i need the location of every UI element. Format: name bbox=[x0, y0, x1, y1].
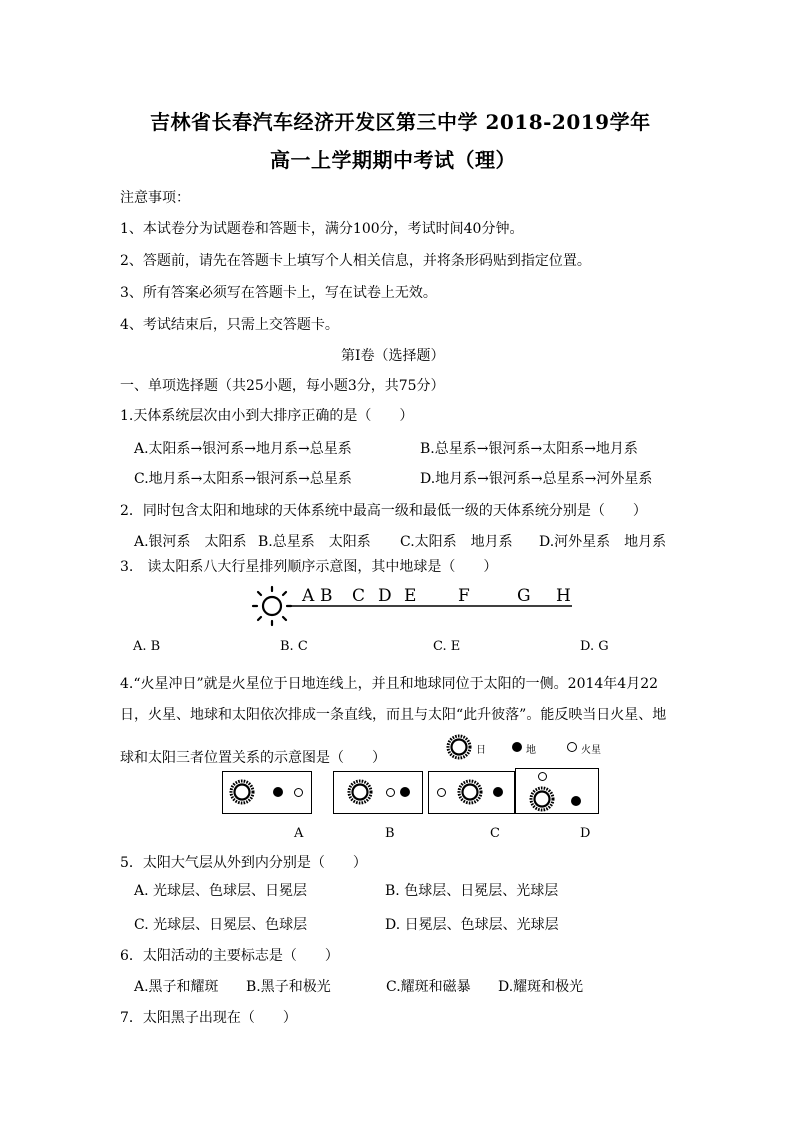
mars-icon bbox=[538, 772, 547, 781]
sun-icon bbox=[346, 778, 374, 806]
earth-icon bbox=[571, 796, 581, 806]
option-c: C.耀斑和磁暴 bbox=[386, 979, 471, 995]
diagram-label: C bbox=[490, 826, 500, 841]
earth-icon bbox=[400, 787, 410, 797]
option-c: C.太阳系 地月系 bbox=[400, 534, 513, 550]
option-b: B. 色球层、日冕层、光球层 bbox=[385, 883, 559, 899]
earth-icon bbox=[493, 787, 503, 797]
question-stem: 5．太阳大气层从外到内分别是（ ） bbox=[120, 855, 367, 871]
option-d: D.地月系→银河系→总星系→河外星系 bbox=[420, 471, 653, 487]
page-title-line1: 吉林省长春汽车经济开发区第三中学 2018-2019学年 bbox=[150, 110, 651, 134]
question-line: 球和太阳三者位置关系的示意图是（ ） bbox=[120, 750, 386, 766]
notice-heading: 注意事项： bbox=[120, 190, 190, 206]
planet-label: E bbox=[404, 586, 417, 606]
section-title: 第Ⅰ卷（选择题） bbox=[341, 348, 445, 364]
diagram-label: D bbox=[580, 826, 591, 841]
planet-label: A bbox=[302, 586, 315, 606]
notice-item: 2、答题前，请先在答题卡上填写个人相关信息，并将条形码贴到指定位置。 bbox=[120, 253, 591, 269]
earth-icon bbox=[273, 787, 283, 797]
notice-item: 4、考试结束后，只需上交答题卡。 bbox=[120, 317, 339, 333]
planet-label: B bbox=[320, 586, 333, 606]
planet-label: F bbox=[458, 586, 470, 606]
option-c-diagram bbox=[428, 771, 515, 814]
diagram-label: A bbox=[294, 826, 304, 841]
legend-earth-label: 地 bbox=[526, 745, 536, 756]
sun-icon bbox=[253, 587, 291, 625]
question-stem: 1.天体系统层次由小到大排序正确的是（ ） bbox=[120, 408, 414, 424]
sun-icon bbox=[528, 785, 556, 813]
option-a-diagram bbox=[222, 771, 312, 814]
option-b-diagram bbox=[333, 771, 423, 814]
legend-sun-icon bbox=[445, 733, 473, 761]
legend-sun-label: 日 bbox=[476, 745, 486, 756]
planet-label: H bbox=[556, 586, 571, 606]
option-b: B.总星系→银河系→太阳系→地月系 bbox=[420, 441, 638, 457]
mars-icon bbox=[386, 788, 395, 797]
option-c: C. 光球层、日冕层、色球层 bbox=[134, 917, 308, 933]
option-a: A.银河系 太阳系 bbox=[134, 534, 247, 550]
option-d: D.耀斑和极光 bbox=[498, 979, 584, 995]
option-a: A. 光球层、色球层、日冕层 bbox=[134, 883, 308, 899]
question-line: 4.“火星冲日”就是火星位于日地连线上，并且和地球同位于太阳的一侧。2014年4月22 bbox=[120, 676, 659, 692]
option-d: D. G bbox=[580, 639, 609, 654]
legend-earth-icon bbox=[512, 742, 522, 752]
option-c: C.地月系→太阳系→银河系→总星系 bbox=[134, 471, 352, 487]
question-stem: 7．太阳黑子出现在（ ） bbox=[120, 1010, 297, 1026]
option-a: A.太阳系→银河系→地月系→总星系 bbox=[134, 441, 352, 457]
option-b: B.黑子和极光 bbox=[246, 979, 331, 995]
diagram-label: B bbox=[385, 826, 395, 841]
page-title-line2: 高一上学期期中考试（理） bbox=[270, 148, 516, 172]
section-part: 一、单项选择题（共25小题，每小题3分，共75分） bbox=[120, 378, 445, 394]
option-c: C. E bbox=[433, 639, 461, 654]
planet-label: C bbox=[352, 586, 366, 606]
planet-label: G bbox=[517, 586, 531, 606]
planet-label: D bbox=[378, 586, 392, 606]
option-d-diagram bbox=[515, 768, 599, 814]
notice-item: 3、所有答案必须写在答题卡上，写在试卷上无效。 bbox=[120, 285, 437, 301]
option-d: D.河外星系 地月系 bbox=[539, 534, 667, 550]
legend-mars-label: 火星 bbox=[581, 745, 601, 756]
option-b: B. C bbox=[280, 639, 308, 654]
question-stem: 6．太阳活动的主要标志是（ ） bbox=[120, 948, 339, 964]
option-d: D. 日冕层、色球层、光球层 bbox=[385, 917, 559, 933]
option-b: B.总星系 太阳系 bbox=[258, 534, 371, 550]
notice-item: 1、本试卷分为试题卷和答题卡，满分100分，考试时间40分钟。 bbox=[120, 221, 524, 237]
sun-icon bbox=[228, 778, 256, 806]
question-stem: 2．同时包含太阳和地球的天体系统中最高一级和最低一级的天体系统分别是（ ） bbox=[120, 503, 647, 519]
option-a: A. B bbox=[133, 639, 161, 654]
sun-icon bbox=[456, 778, 484, 806]
mars-icon bbox=[437, 788, 446, 797]
legend-mars-icon bbox=[567, 742, 577, 752]
question-stem: 3. 读太阳系八大行星排列顺序示意图，其中地球是（ ） bbox=[120, 559, 498, 575]
option-a: A.黑子和耀斑 bbox=[134, 979, 219, 995]
mars-icon bbox=[294, 788, 303, 797]
question-line: 日，火星、地球和太阳依次排成一条直线，而且与太阳“此升彼落”。能反映当日火星、地 bbox=[120, 707, 667, 723]
planet-order-diagram bbox=[250, 582, 580, 632]
